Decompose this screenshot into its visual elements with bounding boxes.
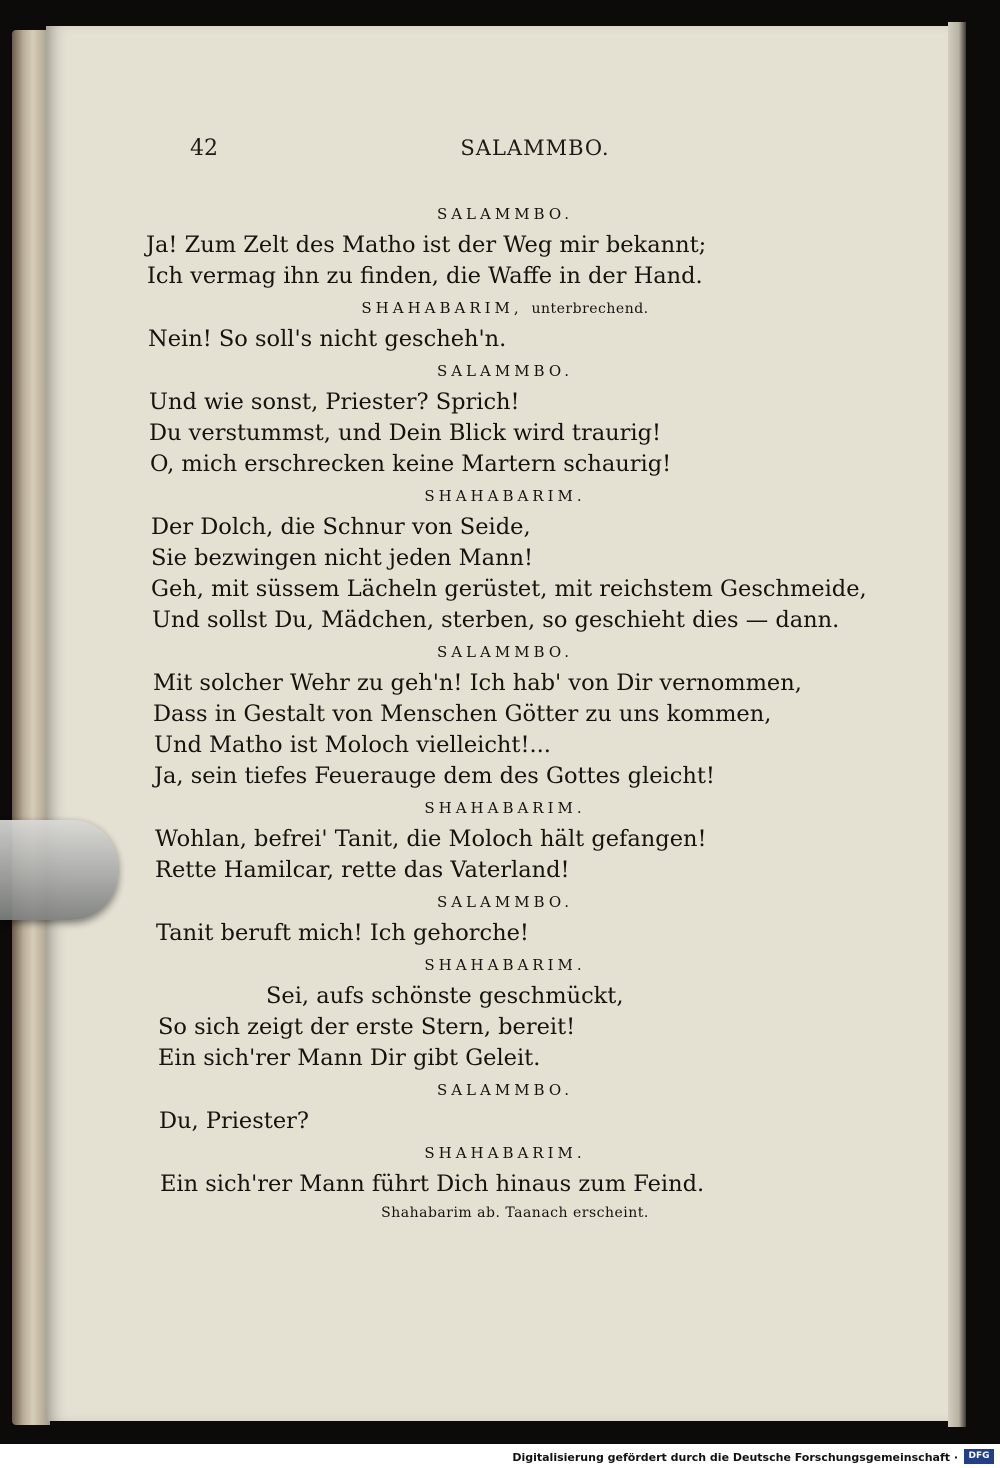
speaker-name: SALAMMBO.: [436, 362, 574, 380]
book-page: [46, 26, 964, 1421]
verse-line: Sei, aufs schönste geschmückt,: [266, 983, 624, 1009]
play-text: [46, 198, 964, 1226]
stage-direction-inline: unterbrechend.: [531, 301, 649, 317]
verse-line: Sie bezwingen nicht jeden Mann!: [151, 545, 534, 571]
verse-line: Ja, sein tiefes Feuerauge dem des Gottes gleicht!: [154, 763, 715, 789]
speaker-name: SALAMMBO.: [436, 1081, 574, 1099]
stage-direction: Shahabarim ab. Taanach erscheint.: [381, 1205, 649, 1221]
speaker-heading: [46, 198, 964, 230]
speaker-heading: [46, 1137, 964, 1169]
verse-line: Nein! So soll's nicht gescheh'n.: [148, 326, 507, 352]
verse-line: Und sollst Du, Mädchen, sterben, so geschieht dies — dann.: [152, 607, 840, 633]
speaker-name: SHAHABARIM.: [424, 487, 586, 505]
verse-line: Tanit beruft mich! Ich gehorche!: [156, 920, 529, 946]
speaker-heading: [46, 292, 964, 324]
dfg-logo: DFG: [964, 1449, 994, 1464]
verse-line: Ja! Zum Zelt des Matho ist der Weg mir bekannt;: [146, 232, 707, 258]
speaker-name: SHAHABARIM,: [361, 299, 523, 317]
verse-line: Wohlan, befrei' Tanit, die Moloch hält gefangen!: [155, 826, 707, 852]
speaker-heading: [46, 886, 964, 918]
verse-line: Und Matho ist Moloch vielleicht!...: [154, 732, 551, 758]
verse-line: Rette Hamilcar, rette das Vaterland!: [155, 857, 570, 883]
speaker-heading: [46, 355, 964, 387]
speaker-name: SALAMMBO.: [436, 893, 574, 911]
verse-line: Ich vermag ihn zu finden, die Waffe in der Hand.: [147, 263, 703, 289]
verse-line: Ein sich'rer Mann führt Dich hinaus zum Feind.: [160, 1171, 705, 1197]
speaker-heading: [46, 480, 964, 512]
footer-bar: [0, 1444, 1000, 1468]
speaker-name: SALAMMBO.: [436, 205, 574, 223]
verse-line: Der Dolch, die Schnur von Seide,: [151, 514, 531, 540]
verse-line: Geh, mit süssem Lächeln gerüstet, mit reichstem Geschmeide,: [151, 576, 867, 602]
book-left-edge: [12, 30, 50, 1425]
verse-line: Und wie sonst, Priester? Sprich!: [149, 389, 520, 415]
verse-line: Du verstummst, und Dein Blick wird traurig!: [149, 420, 662, 446]
speaker-heading: [46, 1074, 964, 1106]
speaker-name: SALAMMBO.: [436, 643, 574, 661]
book-right-edge: [948, 22, 966, 1427]
speaker-heading: [46, 792, 964, 824]
funding-credit: Digitalisierung gefördert durch die Deutsche Forschungsgemeinschaft ·: [512, 1451, 958, 1464]
verse-line: Dass in Gestalt von Menschen Götter zu uns kommen,: [153, 701, 772, 727]
verse-line: Ein sich'rer Mann Dir gibt Geleit.: [158, 1045, 541, 1071]
verse-line: O, mich erschrecken keine Martern schaurig!: [150, 451, 672, 477]
speaker-name: SHAHABARIM.: [424, 799, 586, 817]
running-title: SALAMMBO.: [460, 136, 610, 160]
speaker-heading: [46, 636, 964, 668]
page-header: [46, 136, 964, 166]
page-number: 42: [190, 136, 218, 161]
page-clip: [0, 820, 118, 920]
speaker-name: SHAHABARIM.: [424, 956, 586, 974]
speaker-name: SHAHABARIM.: [424, 1144, 586, 1162]
verse-line: Mit solcher Wehr zu geh'n! Ich hab' von Dir vernommen,: [153, 670, 802, 696]
verse-line: So sich zeigt der erste Stern, bereit!: [158, 1014, 576, 1040]
speaker-heading: [46, 949, 964, 981]
verse-line: Du, Priester?: [159, 1108, 309, 1134]
